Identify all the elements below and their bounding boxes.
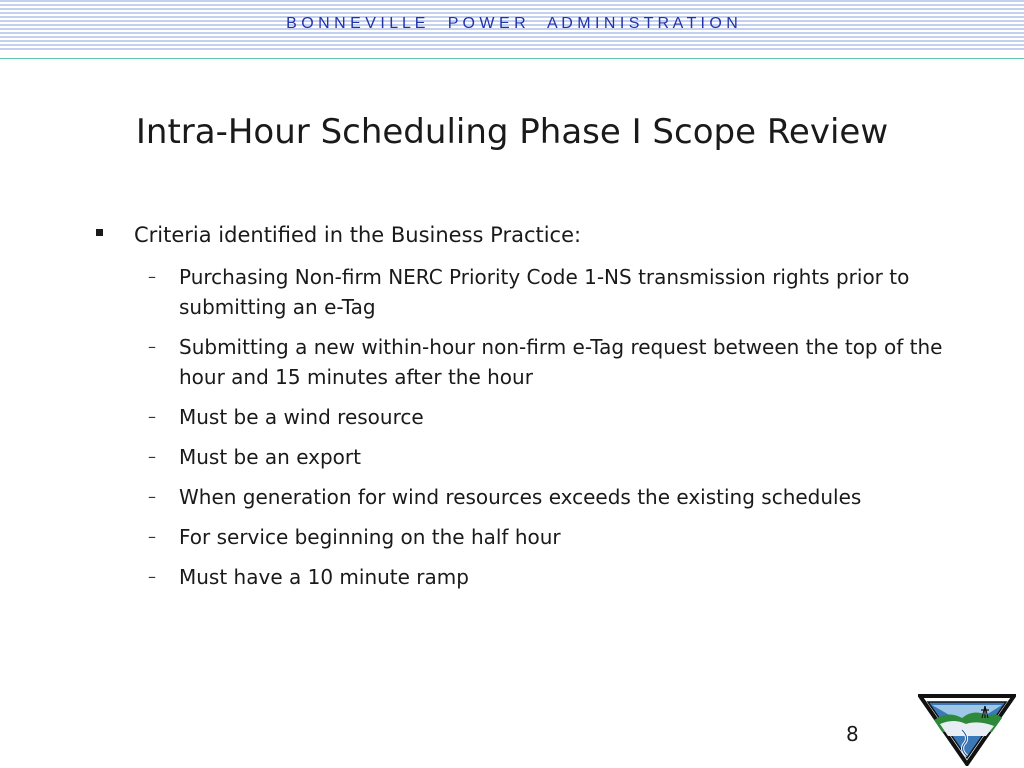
sub-bullet-item (96, 402, 956, 432)
bullet-text: Criteria identified in the Business Practice: (134, 223, 582, 247)
sub-bullet-text: When generation for wind resources exceeds the existing schedules (179, 485, 862, 509)
header-divider (0, 58, 1024, 59)
bullet-list (96, 222, 956, 602)
sub-bullet-text: Must be an export (179, 445, 361, 469)
dash-bullet-icon: – (148, 567, 156, 586)
sub-bullet-item (96, 262, 956, 322)
sub-bullet-item (96, 562, 956, 592)
sub-bullet-text: Must have a 10 minute ramp (179, 565, 469, 589)
sub-bullet-text: Must be a wind resource (179, 405, 424, 429)
dash-bullet-icon: – (148, 527, 156, 546)
sub-bullet-text: Purchasing Non-firm NERC Priority Code 1-NS transmission rights prior to submitting an e-Tag (179, 265, 910, 319)
square-bullet-icon (96, 229, 103, 236)
dash-bullet-icon: – (148, 407, 156, 426)
page-number: 8 (846, 722, 859, 746)
sub-bullet-item (96, 482, 956, 512)
bullet-item (96, 222, 956, 249)
sub-bullet-text: For service beginning on the half hour (179, 525, 561, 549)
slide-title: Intra-Hour Scheduling Phase I Scope Review (135, 112, 889, 152)
dash-bullet-icon: – (148, 337, 156, 356)
sub-bullet-item (96, 332, 956, 392)
organization-name: B O N N E V I L L E P O W E R A D M I N I S T R A T I O N (286, 15, 738, 32)
dash-bullet-icon: – (148, 267, 156, 286)
sub-bullet-item (96, 522, 956, 552)
sub-bullet-item (96, 442, 956, 472)
dash-bullet-icon: – (148, 447, 156, 466)
dash-bullet-icon: – (148, 487, 156, 506)
bpa-logo-icon (918, 694, 1016, 766)
sub-bullet-text: Submitting a new within-hour non-firm e-Tag request between the top of the hour and 15 minutes after the hour (179, 335, 943, 389)
